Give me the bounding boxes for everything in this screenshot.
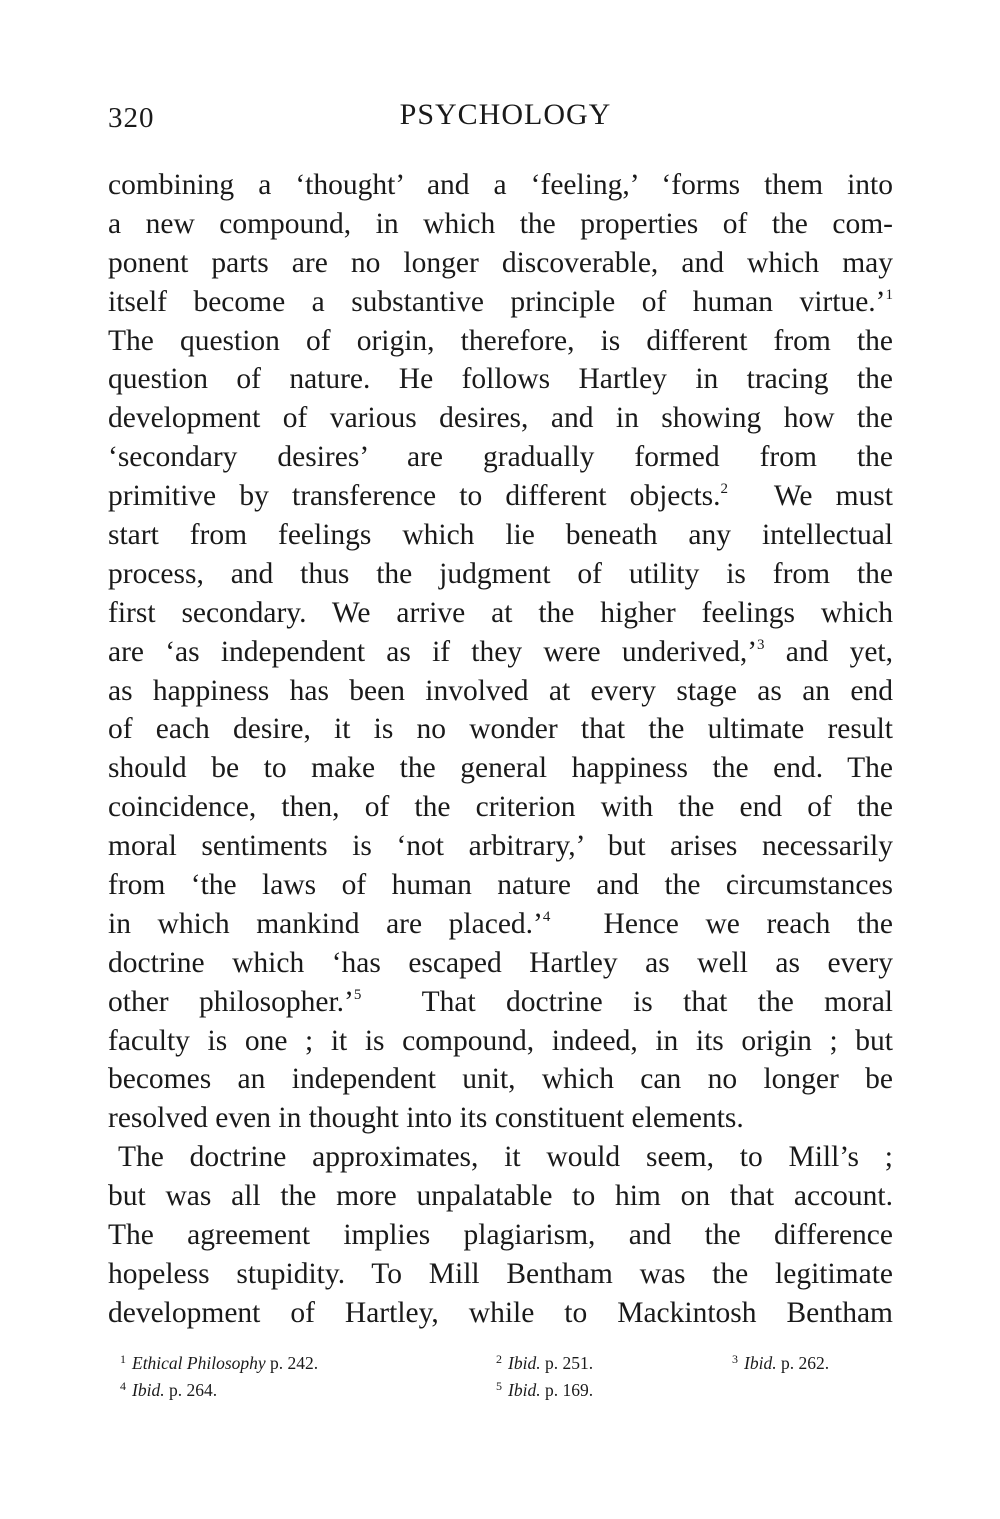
line-text: coincidence, then, of the criterion with the end of the [108, 791, 893, 824]
footnote-marker[interactable]: 2 [720, 481, 729, 498]
line-text: should be to make the general happiness the end. The [108, 752, 893, 785]
line-text-after: Hence we reach the [550, 907, 893, 940]
page-header [108, 98, 893, 138]
text-line [108, 672, 893, 711]
line-text: becomes an independent unit, which can no longer be [108, 1063, 893, 1096]
line-text: process, and thus the judgment of utility is from the [108, 557, 893, 590]
line-text: other philosopher.’ [108, 985, 354, 1018]
line-text: ponent parts are no longer discoverable, and which may [108, 246, 893, 279]
text-line [108, 633, 893, 672]
line-text-after: and yet, [764, 635, 893, 668]
text-line [108, 516, 893, 555]
footnote-marker[interactable]: 1 [885, 286, 893, 303]
text-line [108, 1216, 893, 1255]
line-text: in which mankind are placed.’ [108, 907, 543, 940]
footnote-marker[interactable]: 3 [757, 636, 765, 653]
line-text: are ‘as independent as if they were underived,’ [108, 635, 758, 668]
line-text: a new compound, in which the properties of the com- [108, 207, 893, 240]
line-text: doctrine which ‘has escaped Hartley as well as every [108, 946, 893, 979]
line-text: resolved even in thought into its constituent elements. [108, 1102, 744, 1135]
line-text: hopeless stupidity. To Mill Bentham was the legitimate [108, 1257, 893, 1290]
line-text-after: We must [728, 480, 893, 513]
text-line [108, 360, 893, 399]
text-line [108, 594, 893, 633]
footnotes [108, 1352, 893, 1406]
text-line [108, 788, 893, 827]
text-line [108, 905, 893, 944]
text-line [108, 399, 893, 438]
text-line [108, 322, 893, 361]
line-text: but was all the more unpalatable to him on that account. [108, 1180, 893, 1213]
line-text: question of nature. He follows Hartley in tracing the [108, 363, 893, 396]
line-text: development of various desires, and in showing how the [108, 402, 893, 435]
text-line [108, 983, 893, 1022]
text-line [108, 1060, 893, 1099]
text-line [108, 1138, 893, 1177]
text-line [108, 166, 893, 205]
line-text: first secondary. We arrive at the higher feelings which [108, 596, 893, 629]
line-text: primitive by transference to different objects. [108, 480, 721, 513]
text-line [108, 1255, 893, 1294]
text-line [108, 944, 893, 983]
footnote-4: $^4$ Ibid. p. 264. [120, 1379, 218, 1400]
line-text: combining a ‘thought’ and a ‘feeling,’ ‘forms them into [108, 169, 893, 201]
text-line [108, 749, 893, 788]
line-text: The agreement implies plagiarism, and the difference [108, 1219, 893, 1252]
line-text: start from feelings which lie beneath any intellectual [108, 519, 893, 552]
line-text: of each desire, it is no wonder that the ultimate result [108, 713, 893, 746]
footnote-marker[interactable]: 4 [542, 908, 551, 925]
text-line [108, 710, 893, 749]
line-text-after: That doctrine is that the moral [361, 985, 893, 1018]
text-line [108, 438, 893, 477]
text-line [108, 1022, 893, 1061]
footnote-row [108, 1352, 893, 1379]
line-text: The question of origin, therefore, is different from the [108, 324, 893, 357]
running-title: PSYCHOLOGY [399, 98, 612, 131]
page-number: 320 [108, 102, 155, 134]
line-text: moral sentiments is ‘not arbitrary,’ but arises necessarily [108, 830, 893, 863]
line-text: itself become a substantive principle of human virtue.’ [108, 285, 886, 318]
footnote-1: $^1$ Ethical Philosophy p. 242. [120, 1352, 319, 1373]
footnote-3: $^3$ Ibid. p. 262. [732, 1352, 830, 1373]
line-text: The doctrine approximates, it would seem, to Mill’s ; [118, 1141, 893, 1174]
text-line [108, 1099, 893, 1138]
text-line [108, 555, 893, 594]
footnote-marker[interactable]: 5 [353, 986, 362, 1003]
text-line [108, 866, 893, 905]
text-line [108, 283, 893, 322]
line-text: as happiness has been involved at every stage as an end [108, 674, 893, 707]
line-text: from ‘the laws of human nature and the circumstances [108, 869, 893, 902]
text-line [108, 1294, 893, 1333]
text-line [108, 205, 893, 244]
footnote-2: $^2$ Ibid. p. 251. [496, 1352, 594, 1373]
line-text: ‘secondary desires’ are gradually formed from the [108, 441, 893, 474]
text-line [108, 1177, 893, 1216]
footnote-5: $^5$ Ibid. p. 169. [496, 1379, 594, 1400]
text-line [108, 827, 893, 866]
line-text: faculty is one ; it is compound, indeed, in its origin ; but [108, 1024, 893, 1057]
footnote-row [108, 1379, 893, 1406]
text-line [108, 244, 893, 283]
line-text: development of Hartley, while to Mackintosh Bentham [108, 1296, 893, 1329]
text-line [108, 477, 893, 516]
body-text [108, 166, 893, 1333]
